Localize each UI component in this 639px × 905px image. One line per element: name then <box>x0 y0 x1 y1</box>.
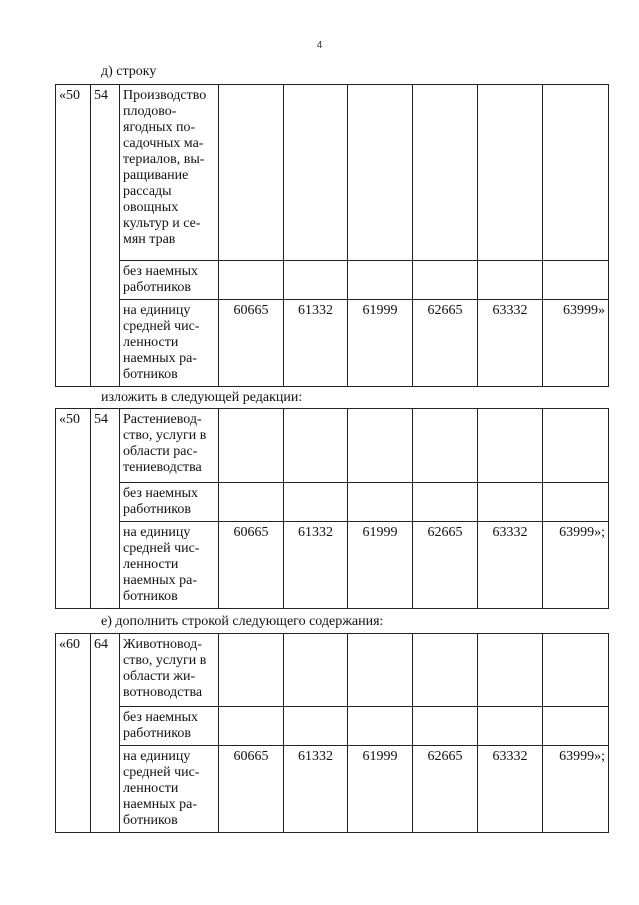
empty-cell <box>543 707 609 746</box>
cell-line: наемных ра- <box>123 797 198 812</box>
cell-line: ленности <box>123 781 179 796</box>
rate-table-2 <box>55 408 609 609</box>
cell-line: рассады <box>123 184 172 199</box>
value-cell: 60665 <box>219 746 284 833</box>
empty-cell <box>543 483 609 522</box>
value-cell: 63999» <box>543 300 609 387</box>
cell-line: Животновод- <box>123 637 202 652</box>
empty-cell <box>478 707 543 746</box>
empty-cell <box>348 707 413 746</box>
empty-cell <box>219 707 284 746</box>
empty-cell <box>219 634 284 707</box>
row-code: «60 <box>56 634 91 833</box>
empty-cell <box>413 409 478 483</box>
value-cell: 60665 <box>219 300 284 387</box>
cell-line: вотноводства <box>123 685 203 700</box>
cell-line: на единицу <box>123 303 191 318</box>
cell-line: ство, услуги в <box>123 428 207 443</box>
empty-cell <box>219 261 284 300</box>
empty-cell <box>478 409 543 483</box>
cell-line: териалов, вы- <box>123 152 205 167</box>
cell-line: овощных <box>123 200 179 215</box>
empty-cell <box>413 634 478 707</box>
cell-line: ягодных по- <box>123 120 196 135</box>
value-cell: 61999 <box>348 746 413 833</box>
value-cell: 60665 <box>219 522 284 609</box>
row-code: «50 <box>56 409 91 609</box>
empty-cell <box>543 409 609 483</box>
empty-cell <box>348 261 413 300</box>
value-cell: 62665 <box>413 522 478 609</box>
value-cell: 61332 <box>284 300 348 387</box>
empty-cell <box>413 261 478 300</box>
cell-line: культур и се- <box>123 216 201 231</box>
activity-name <box>120 634 219 707</box>
empty-cell <box>219 483 284 522</box>
cell-line: средней чис- <box>123 541 200 556</box>
cell-line: тениеводства <box>123 460 202 475</box>
empty-cell <box>348 483 413 522</box>
empty-cell <box>413 707 478 746</box>
empty-cell <box>478 261 543 300</box>
cell-line: ращивание <box>123 168 189 183</box>
value-cell: 61999 <box>348 522 413 609</box>
row-number: 54 <box>91 85 120 387</box>
empty-cell <box>219 85 284 261</box>
value-cell: 63999»; <box>543 746 609 833</box>
row-code: «50 <box>56 85 91 387</box>
empty-cell <box>284 85 348 261</box>
empty-cell <box>348 634 413 707</box>
subcategory-without-employees <box>120 483 219 522</box>
cell-line: ботников <box>123 367 178 382</box>
cell-line: без наемных <box>123 264 199 279</box>
empty-cell <box>543 85 609 261</box>
value-cell: 63332 <box>478 522 543 609</box>
rate-table-1 <box>55 84 609 387</box>
empty-cell <box>478 483 543 522</box>
empty-cell <box>543 261 609 300</box>
cell-line: ство, услуги в <box>123 653 207 668</box>
cell-line: средней чис- <box>123 319 200 334</box>
value-cell: 62665 <box>413 746 478 833</box>
subcategory-without-employees <box>120 707 219 746</box>
section-caption-new-edition: изложить в следующей редакции: <box>101 390 303 405</box>
cell-line: плодово- <box>123 104 177 119</box>
cell-line: наемных ра- <box>123 351 198 366</box>
empty-cell <box>413 483 478 522</box>
cell-line: средней чис- <box>123 765 200 780</box>
section-caption-d: д) строку <box>101 64 157 79</box>
cell-line: работников <box>123 726 191 741</box>
rate-table-3 <box>55 633 609 833</box>
subcategory-without-employees <box>120 261 219 300</box>
empty-cell <box>284 634 348 707</box>
cell-line: работников <box>123 280 191 295</box>
cell-line: на единицу <box>123 749 191 764</box>
cell-line: Растениевод- <box>123 412 202 427</box>
cell-line: ботников <box>123 813 178 828</box>
cell-line: Производство <box>123 88 207 103</box>
cell-line: мян трав <box>123 232 176 247</box>
value-cell: 62665 <box>413 300 478 387</box>
row-number: 54 <box>91 409 120 609</box>
empty-cell <box>478 634 543 707</box>
value-cell: 63332 <box>478 746 543 833</box>
cell-line: садочных ма- <box>123 136 204 151</box>
page-number: 4 <box>316 40 323 51</box>
empty-cell <box>284 261 348 300</box>
activity-name <box>120 409 219 483</box>
empty-cell <box>413 85 478 261</box>
empty-cell <box>478 85 543 261</box>
cell-line: ботников <box>123 589 178 604</box>
cell-line: без наемных <box>123 710 199 725</box>
empty-cell <box>543 634 609 707</box>
empty-cell <box>348 85 413 261</box>
value-cell: 63999»; <box>543 522 609 609</box>
cell-line: ленности <box>123 557 179 572</box>
activity-name <box>120 85 219 261</box>
cell-line: без наемных <box>123 486 199 501</box>
subcategory-per-employee <box>120 522 219 609</box>
cell-line: области жи- <box>123 669 196 684</box>
cell-line: области рас- <box>123 444 198 459</box>
cell-line: работников <box>123 502 191 517</box>
value-cell: 63332 <box>478 300 543 387</box>
value-cell: 61332 <box>284 746 348 833</box>
empty-cell <box>284 707 348 746</box>
cell-line: наемных ра- <box>123 573 198 588</box>
cell-line: на единицу <box>123 525 191 540</box>
value-cell: 61332 <box>284 522 348 609</box>
empty-cell <box>284 409 348 483</box>
subcategory-per-employee <box>120 746 219 833</box>
cell-line: ленности <box>123 335 179 350</box>
section-caption-e: е) дополнить строкой следующего содержания: <box>101 614 384 629</box>
empty-cell <box>284 483 348 522</box>
empty-cell <box>219 409 284 483</box>
subcategory-per-employee <box>120 300 219 387</box>
value-cell: 61999 <box>348 300 413 387</box>
empty-cell <box>348 409 413 483</box>
row-number: 64 <box>91 634 120 833</box>
